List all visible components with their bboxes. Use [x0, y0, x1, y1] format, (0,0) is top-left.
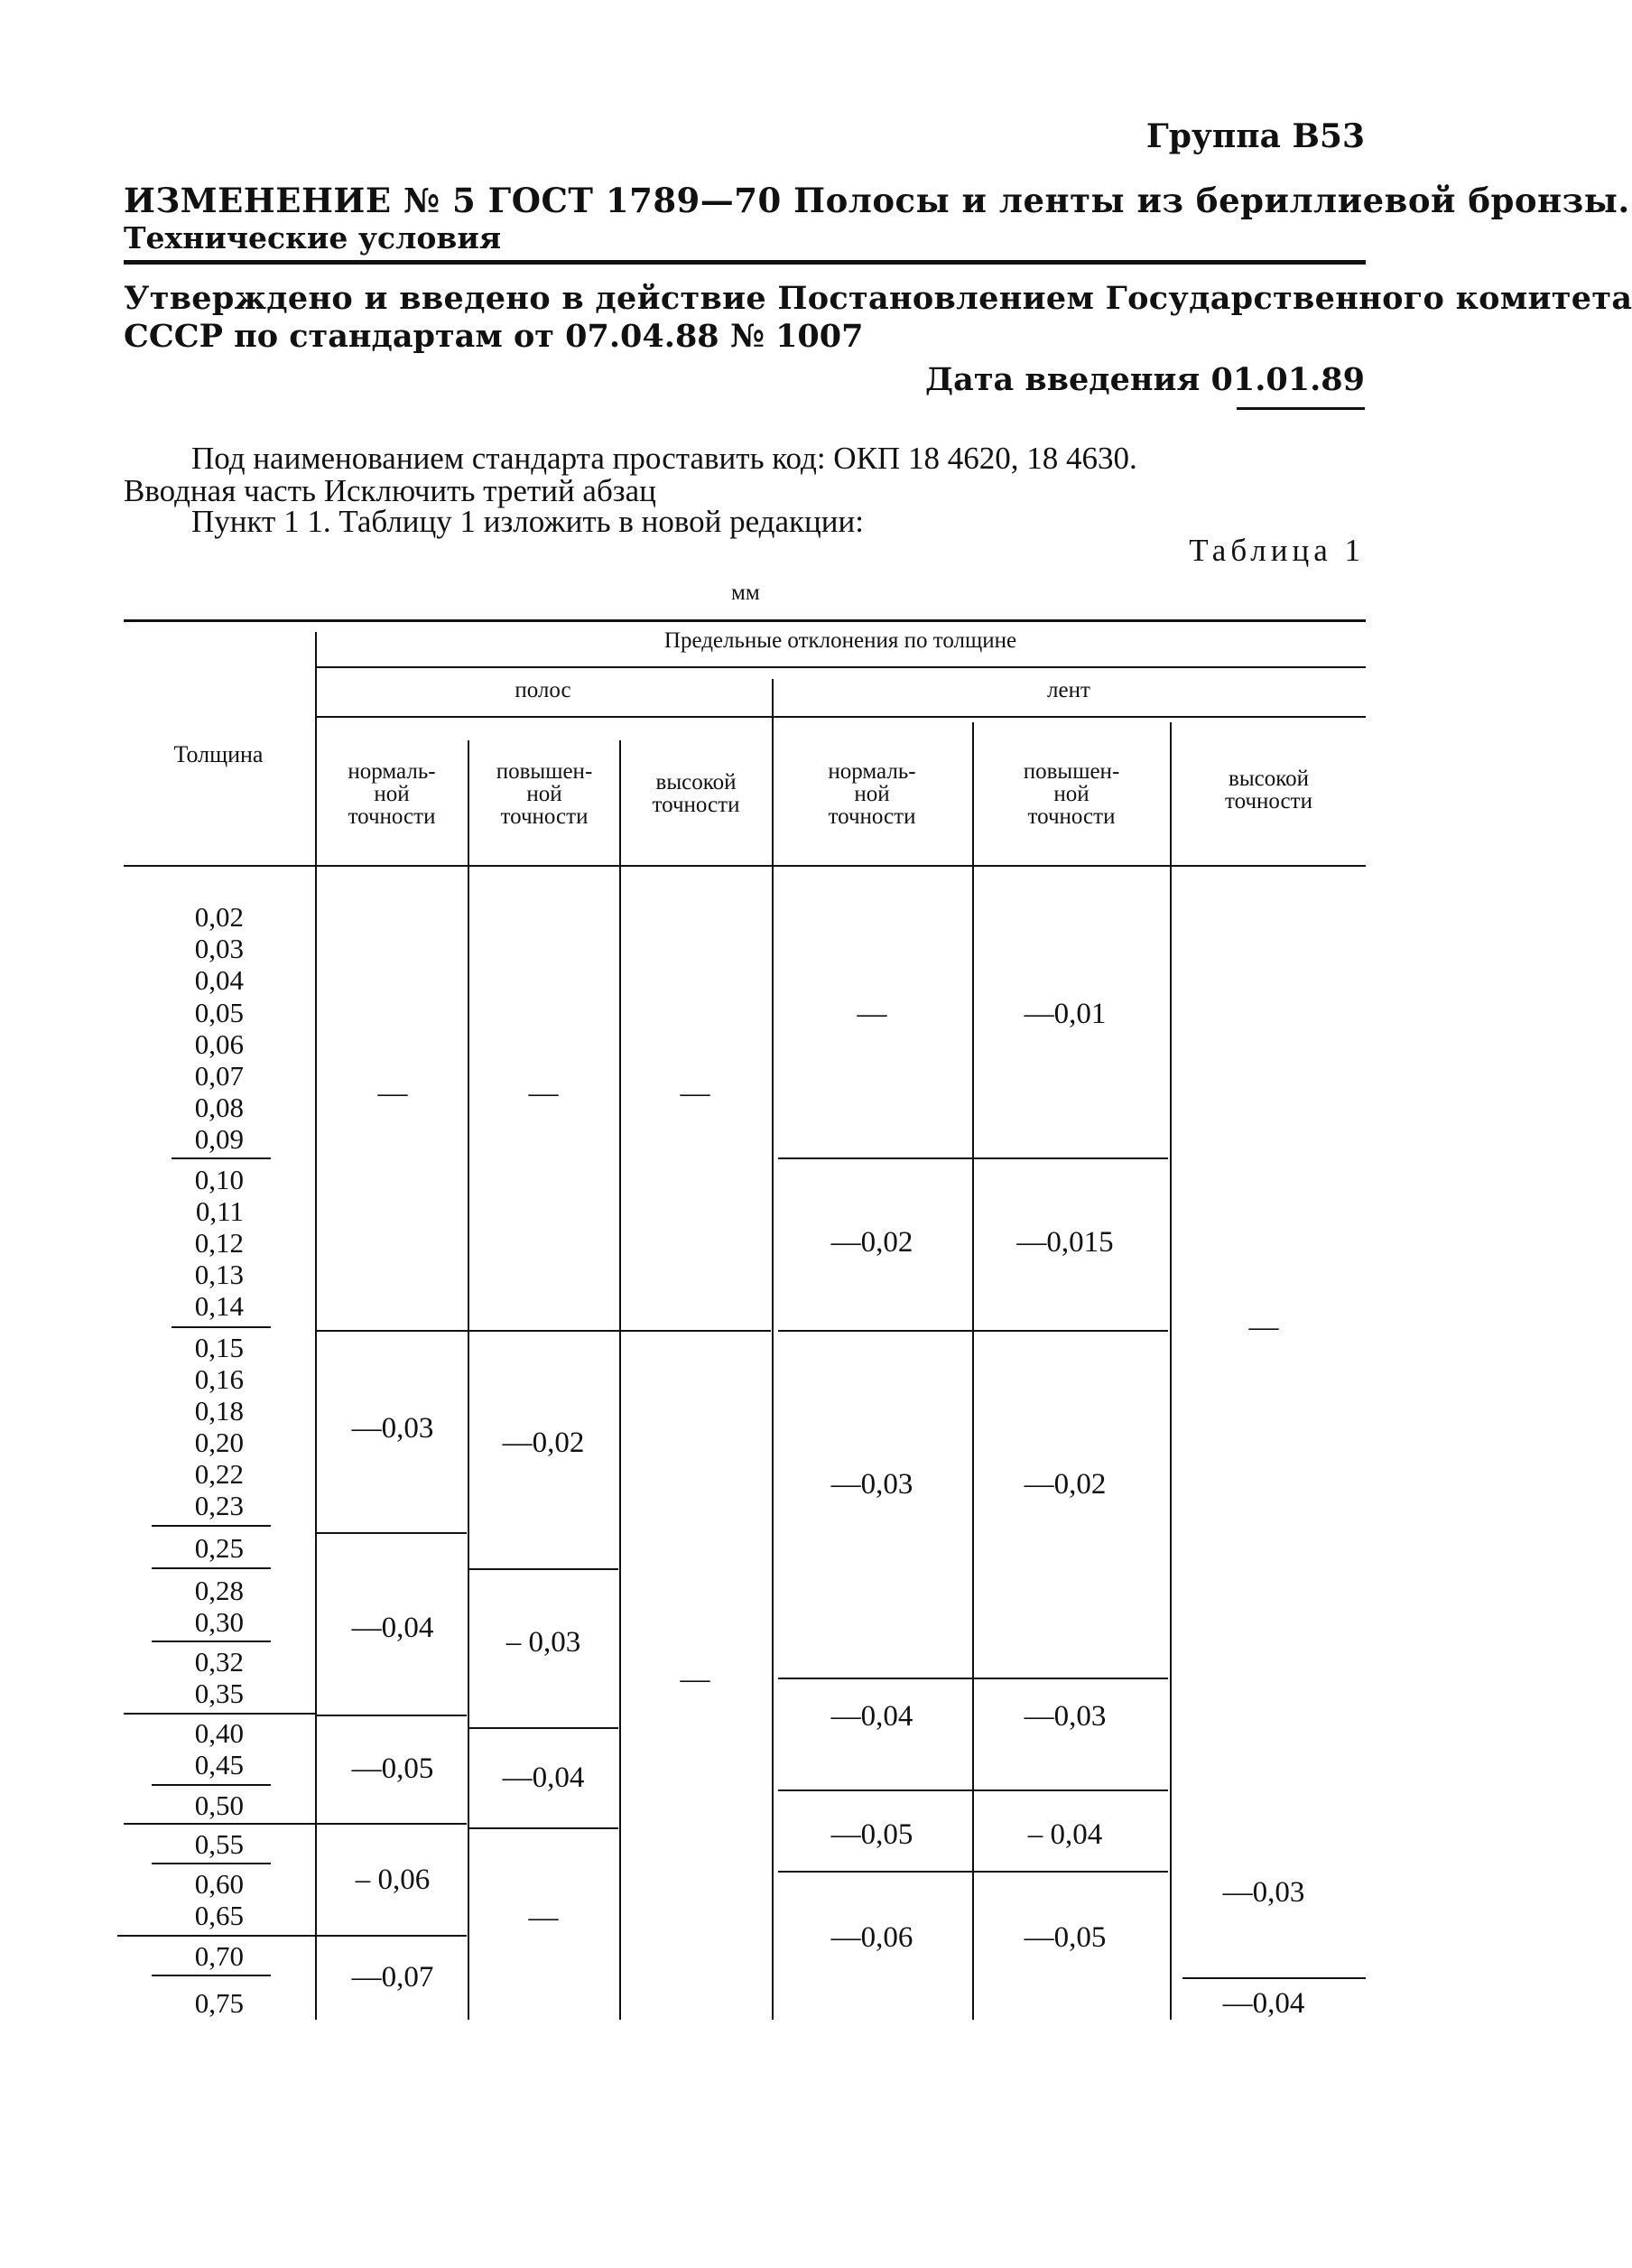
tapes-raised-cell: —0,03 — [1024, 1700, 1107, 1733]
group-label: Группа В53 — [1145, 117, 1365, 155]
thickness-cell: 0,15 — [194, 1332, 244, 1363]
strips-normal-rule — [317, 1715, 467, 1716]
thickness-cell: 0,32 — [194, 1646, 244, 1678]
subheader-strips-normal: нормаль- ной точности — [348, 759, 436, 829]
strips-row-rule — [317, 1330, 771, 1332]
tapes-row-rule — [778, 1789, 1168, 1791]
tapes-normal-cell: — — [857, 998, 887, 1030]
col-divider-4 — [972, 722, 974, 2020]
thickness-cell: 0,09 — [194, 1123, 244, 1155]
thickness-group-rule — [152, 1863, 271, 1864]
thickness-cell: 0,03 — [194, 933, 244, 964]
tapes-raised-cell: – 0,04 — [1027, 1818, 1103, 1851]
strips-normal-rule — [317, 1532, 467, 1534]
header-main: Предельные отклонения по толщине — [663, 628, 1017, 653]
amendment-subtitle: Технические условия — [124, 220, 502, 256]
thickness-cell: 0,13 — [194, 1259, 244, 1290]
thickness-cell: 0,05 — [194, 997, 244, 1028]
subheader-tapes-high: высокой точности — [1225, 767, 1312, 813]
header-bottom-rule — [124, 865, 1366, 867]
tapes-high-rule — [1182, 1977, 1366, 1979]
thickness-cell: 0,18 — [194, 1395, 244, 1427]
thickness-cell: 0,65 — [194, 1900, 244, 1931]
strips-raised-cell: — — [528, 1901, 559, 1934]
strips-normal-cell: —0,05 — [351, 1752, 434, 1785]
body-line-2: Вводная часть Исключить третий абзац — [124, 473, 656, 508]
thickness-cell: 0,08 — [194, 1092, 244, 1123]
thickness-cell: 0,11 — [195, 1195, 244, 1227]
strips-tapes-divider — [772, 679, 774, 2020]
approval-line-2: СССР по стандартам от 07.04.88 № 1007 — [124, 318, 864, 355]
tapes-raised-cell: —0,015 — [1016, 1226, 1114, 1259]
thickness-cell: 0,75 — [194, 1987, 244, 2019]
thickness-cell: 0,25 — [194, 1532, 244, 1564]
header-tapes: лент — [1047, 678, 1090, 702]
thickness-group-rule — [152, 1525, 271, 1527]
col-divider-5 — [1170, 722, 1172, 2020]
tapes-raised-cell: —0,02 — [1024, 1468, 1107, 1501]
thickness-cell: 0,23 — [194, 1490, 244, 1521]
thickness-group-rule — [124, 1823, 315, 1825]
approval-line-1: Утверждено и введено в действие Постановлением Государственного комитета — [124, 280, 1632, 317]
strips-normal-rule — [317, 1823, 467, 1825]
thickness-cell: 0,16 — [194, 1363, 244, 1395]
tapes-row-rule — [778, 1157, 1168, 1159]
thickness-cell: 0,02 — [194, 901, 244, 933]
strips-high-cell: — — [680, 1077, 710, 1110]
strips-raised-cell: —0,04 — [502, 1761, 585, 1794]
thickness-cell: 0,70 — [194, 1940, 244, 1972]
thickness-cell: 0,04 — [194, 964, 244, 996]
tapes-raised-cell: —0,05 — [1024, 1921, 1107, 1954]
thickness-group-rule — [117, 1935, 315, 1937]
date-underline — [1237, 407, 1365, 410]
strips-raised-rule — [469, 1827, 618, 1829]
thickness-cell: 0,10 — [194, 1164, 244, 1195]
thickness-group-rule — [152, 1567, 271, 1569]
thickness-cell: 0,12 — [194, 1227, 244, 1259]
tapes-high-cell: —0,04 — [1222, 1987, 1305, 2020]
tapes-row-rule — [778, 1678, 1168, 1679]
tapes-row-rule — [778, 1871, 1168, 1873]
thickness-cell: 0,07 — [194, 1060, 244, 1092]
tapes-high-cell: —0,03 — [1222, 1876, 1305, 1909]
strips-normal-cell: —0,03 — [351, 1412, 434, 1445]
thickness-group-rule — [172, 1157, 271, 1159]
thickness-cell: 0,45 — [194, 1749, 244, 1780]
col-divider-2 — [619, 740, 621, 2020]
thickness-group-rule — [152, 1784, 271, 1786]
thickness-cell: 0,14 — [194, 1290, 244, 1322]
strips-high-cell: — — [680, 1663, 710, 1696]
thickness-group-rule — [152, 1975, 271, 1976]
strips-normal-cell: —0,07 — [351, 1961, 434, 1994]
header-main-rule — [315, 666, 1366, 668]
body-line-3: Пункт 1 1. Таблицу 1 изложить в новой редакции: — [191, 504, 864, 539]
strips-raised-cell: – 0,03 — [505, 1626, 581, 1659]
tapes-normal-cell: —0,06 — [830, 1921, 913, 1954]
strips-raised-cell: —0,02 — [502, 1427, 585, 1459]
thickness-cell: 0,55 — [194, 1828, 244, 1860]
strips-normal-cell: —0,04 — [351, 1612, 434, 1644]
thickness-cell: 0,40 — [194, 1717, 244, 1749]
effective-date: Дата введения 01.01.89 — [925, 361, 1365, 398]
thickness-cell: 0,60 — [194, 1868, 244, 1900]
subheader-strips-high: высокой точности — [652, 770, 740, 817]
thickness-cell: 0,30 — [194, 1606, 244, 1638]
thickness-group-rule — [172, 1326, 271, 1328]
header-strips: полос — [515, 678, 571, 702]
tapes-normal-cell: —0,05 — [830, 1818, 913, 1851]
thickness-cell: 0,22 — [194, 1458, 244, 1490]
amendment-title: ИЗМЕНЕНИЕ № 5 ГОСТ 1789—70 Полосы и ленты из бериллиевой бронзы. — [124, 181, 1630, 220]
header-thickness: Толщина — [173, 741, 264, 767]
table-unit: мм — [731, 581, 760, 605]
title-divider — [124, 260, 1366, 265]
thickness-cell: 0,35 — [194, 1678, 244, 1709]
strips-raised-rule — [469, 1727, 618, 1729]
thickness-cell: 0,50 — [194, 1789, 244, 1821]
subheader-tapes-raised: повышен- ной точности — [1023, 759, 1120, 829]
thickness-cell: 0,20 — [194, 1427, 244, 1458]
tapes-row-rule — [778, 1330, 1168, 1332]
thickness-cell: 0,06 — [194, 1028, 244, 1060]
subheader-tapes-normal: нормаль- ной точности — [828, 759, 916, 829]
strips-normal-cell: — — [377, 1077, 408, 1110]
thickness-group-rule — [124, 1713, 315, 1715]
body-line-1: Под наименованием стандарта проставить код: ОКП 18 4620, 18 4630. — [191, 441, 1137, 476]
tapes-normal-cell: —0,03 — [830, 1468, 913, 1501]
table-caption: Таблица 1 — [1189, 533, 1365, 568]
tapes-normal-cell: —0,02 — [830, 1226, 913, 1259]
tapes-high-cell: — — [1248, 1311, 1279, 1343]
tapes-raised-cell: —0,01 — [1024, 998, 1107, 1030]
header-group-rule — [315, 716, 1366, 718]
thickness-group-rule — [152, 1641, 271, 1642]
subheader-strips-raised: повышен- ной точности — [496, 759, 593, 829]
tapes-normal-cell: —0,04 — [830, 1700, 913, 1733]
strips-raised-rule — [469, 1568, 618, 1570]
thickness-col-divider — [315, 632, 317, 2020]
thickness-cell: 0,28 — [194, 1575, 244, 1606]
table-top-rule — [124, 619, 1366, 622]
strips-raised-cell: — — [528, 1077, 559, 1110]
strips-normal-rule — [317, 1935, 467, 1937]
strips-normal-cell: – 0,06 — [355, 1864, 431, 1896]
